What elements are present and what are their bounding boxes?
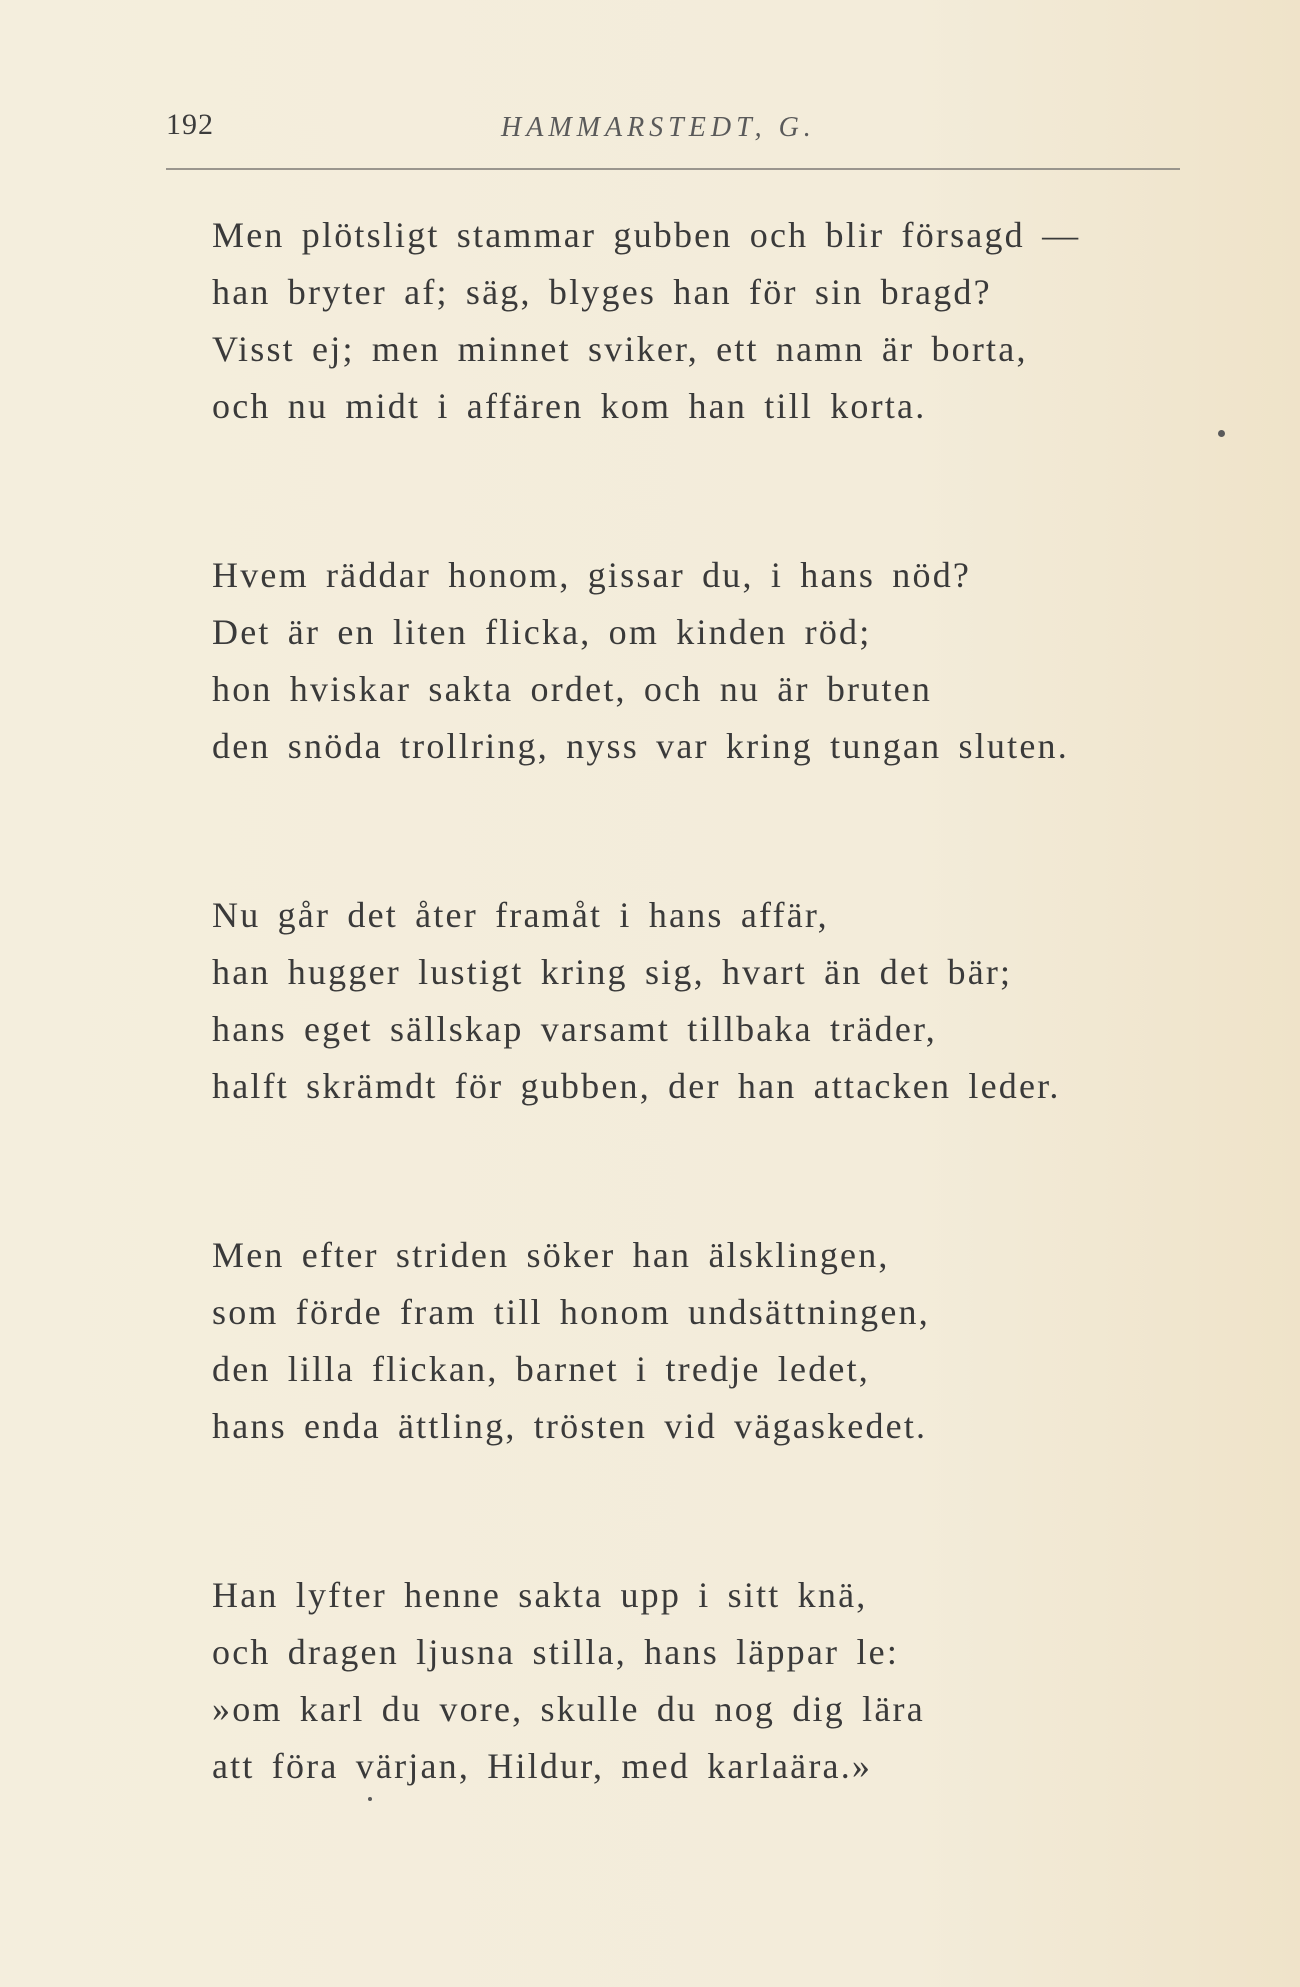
verse-line: han hugger lustigt kring sig, hvart än det bär; xyxy=(212,952,1013,992)
verse-line: han bryter af; säg, blyges han för sin bragd? xyxy=(212,272,992,312)
verse-line: och nu midt i affären kom han till korta. xyxy=(212,386,927,426)
poem xyxy=(212,207,1212,1795)
verse-line: hans enda ättling, trösten vid vägaskedet. xyxy=(212,1406,928,1446)
verse-line: Men plötsligt stammar gubben och blir försagd — xyxy=(212,215,1081,255)
ink-speck xyxy=(368,1797,372,1801)
verse-line: hans eget sällskap varsamt tillbaka träder, xyxy=(212,1009,937,1049)
verse-line: Det är en liten flicka, om kinden röd; xyxy=(212,612,872,652)
stanza xyxy=(212,207,1212,435)
verse-line: »om karl du vore, skulle du nog dig lära xyxy=(212,1689,925,1729)
verse-line: den snöda trollring, nyss var kring tungan sluten. xyxy=(212,726,1069,766)
verse-line: att föra värjan, Hildur, med karlaära.» xyxy=(212,1746,873,1786)
verse-line: som förde fram till honom undsättningen, xyxy=(212,1292,930,1332)
verse-line: Visst ej; men minnet sviker, ett namn är borta, xyxy=(212,329,1028,369)
verse-line: Nu går det åter framåt i hans affär, xyxy=(212,895,829,935)
header-rule xyxy=(166,168,1180,170)
verse-line: hon hviskar sakta ordet, och nu är bruten xyxy=(212,669,933,709)
ink-speck xyxy=(1218,430,1225,437)
page-header xyxy=(166,108,1180,148)
verse-line: Hvem räddar honom, gissar du, i hans nöd? xyxy=(212,555,972,595)
stanza xyxy=(212,1227,1212,1455)
verse-line: Men efter striden söker han älsklingen, xyxy=(212,1235,890,1275)
stanza xyxy=(212,1567,1212,1795)
page-number: 192 xyxy=(166,108,214,141)
verse-line: Han lyfter henne sakta upp i sitt knä, xyxy=(212,1575,868,1615)
stanza xyxy=(212,547,1212,775)
verse-line: den lilla flickan, barnet i tredje ledet, xyxy=(212,1349,870,1389)
verse-line: och dragen ljusna stilla, hans läppar le: xyxy=(212,1632,900,1672)
verse-line: halft skrämdt för gubben, der han attacken leder. xyxy=(212,1066,1061,1106)
running-title: HAMMARSTEDT, G. xyxy=(501,112,816,143)
stanza xyxy=(212,887,1212,1115)
